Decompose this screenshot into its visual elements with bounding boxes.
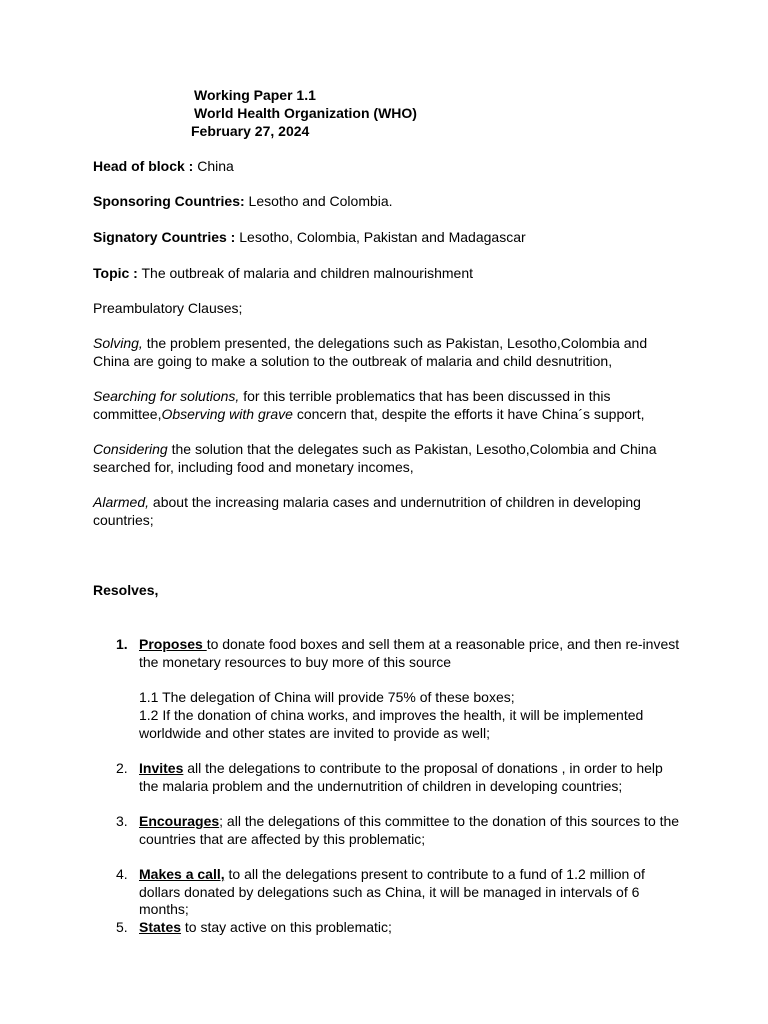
clause-text: concern that, despite the efforts it have China´s support, bbox=[292, 405, 645, 422]
preamble-clause bbox=[93, 388, 683, 423]
operative-clause bbox=[139, 919, 684, 937]
head-of-block-value: China bbox=[193, 158, 234, 174]
clause-lead: Searching for solutions, bbox=[93, 388, 240, 404]
preambulatory-heading: Preambulatory Clauses; bbox=[93, 300, 243, 316]
head-of-block bbox=[93, 158, 683, 176]
preamble-clause bbox=[93, 494, 683, 529]
clause-number: 1. bbox=[116, 636, 128, 652]
clause-text: about the increasing malaria cases and undernutrition of children in developing countries; bbox=[93, 494, 641, 528]
clause-text: ; all the delegations of this committee to the donation of this sources to the countries that are affected by this problematic; bbox=[139, 813, 680, 847]
signatory-countries-value: Lesotho, Colombia, Pakistan and Madagascar bbox=[235, 229, 526, 245]
clause-lead: Considering bbox=[93, 441, 168, 457]
clause-text: the solution that the delegates such as Pakistan, Lesotho,Colombia and China searched for, including food and monetary incomes, bbox=[93, 441, 657, 475]
clause-lead: Encourages bbox=[139, 813, 220, 829]
clause-text: to donate food boxes and sell them at a reasonable price, and then re-invest the monetary resources to buy more of this source bbox=[139, 636, 680, 670]
topic bbox=[93, 265, 683, 283]
operative-clause bbox=[139, 866, 684, 919]
clause-number: 3. bbox=[116, 813, 128, 829]
paper-date: February 27, 2024 bbox=[191, 123, 310, 139]
topic-label: Topic : bbox=[93, 265, 138, 281]
clause-text: for this terrible problematics that has been discussed in this committee, bbox=[93, 388, 611, 422]
preamble-clause bbox=[93, 335, 683, 370]
clause-text: to stay active on this problematic; bbox=[181, 919, 392, 935]
clause-number: 5. bbox=[116, 919, 128, 935]
clause-lead: Alarmed, bbox=[93, 494, 150, 510]
clause-text: the problem presented, the delegations such as Pakistan, Lesotho,Colombia and China are going to make a solution to the outbreak of malaria and child desnutrition, bbox=[93, 335, 648, 369]
sponsoring-countries-label: Sponsoring Countries: bbox=[93, 193, 245, 209]
sponsoring-countries-value: Lesotho and Colombia. bbox=[244, 193, 393, 209]
clause-text: all the delegations to contribute to the proposal of donations , in order to help the malaria problem and the undernutrition of children in developing countries; bbox=[139, 760, 663, 794]
operative-clause bbox=[139, 813, 684, 848]
operative-clause bbox=[139, 760, 684, 795]
resolves-heading: Resolves, bbox=[93, 582, 159, 598]
operative-clause bbox=[139, 636, 684, 671]
clause-number: 4. bbox=[116, 866, 128, 882]
sub-clause: 1.2 If the donation of china works, and improves the health, it will be implemented worldwide and other states are invited to provide as well; bbox=[139, 707, 644, 741]
head-of-block-label: Head of block : bbox=[93, 158, 194, 174]
clause-lead: States bbox=[139, 919, 182, 935]
clause-lead: Proposes bbox=[139, 636, 207, 652]
clause-text: to all the delegations present to contribute to a fund of 1.2 million of dollars donated by delegations such as China, it will be managed in intervals of 6 months; bbox=[139, 866, 645, 917]
clause-lead: Solving, bbox=[93, 335, 143, 351]
topic-value: The outbreak of malaria and children malnourishment bbox=[137, 265, 473, 281]
preamble-clause bbox=[93, 441, 683, 476]
sub-clause: 1.1 The delegation of China will provide 75% of these boxes; bbox=[139, 689, 515, 705]
clause-lead: Observing with grave bbox=[161, 405, 293, 422]
signatory-countries bbox=[93, 229, 683, 247]
clause-number: 2. bbox=[116, 760, 128, 776]
sponsoring-countries bbox=[93, 193, 683, 211]
clause-lead: Makes a call, bbox=[139, 866, 225, 882]
committee-name: World Health Organization (WHO) bbox=[194, 105, 417, 121]
signatory-countries-label: Signatory Countries : bbox=[93, 229, 236, 245]
clause-lead: Invites bbox=[139, 760, 184, 776]
working-paper-title: Working Paper 1.1 bbox=[194, 87, 316, 103]
